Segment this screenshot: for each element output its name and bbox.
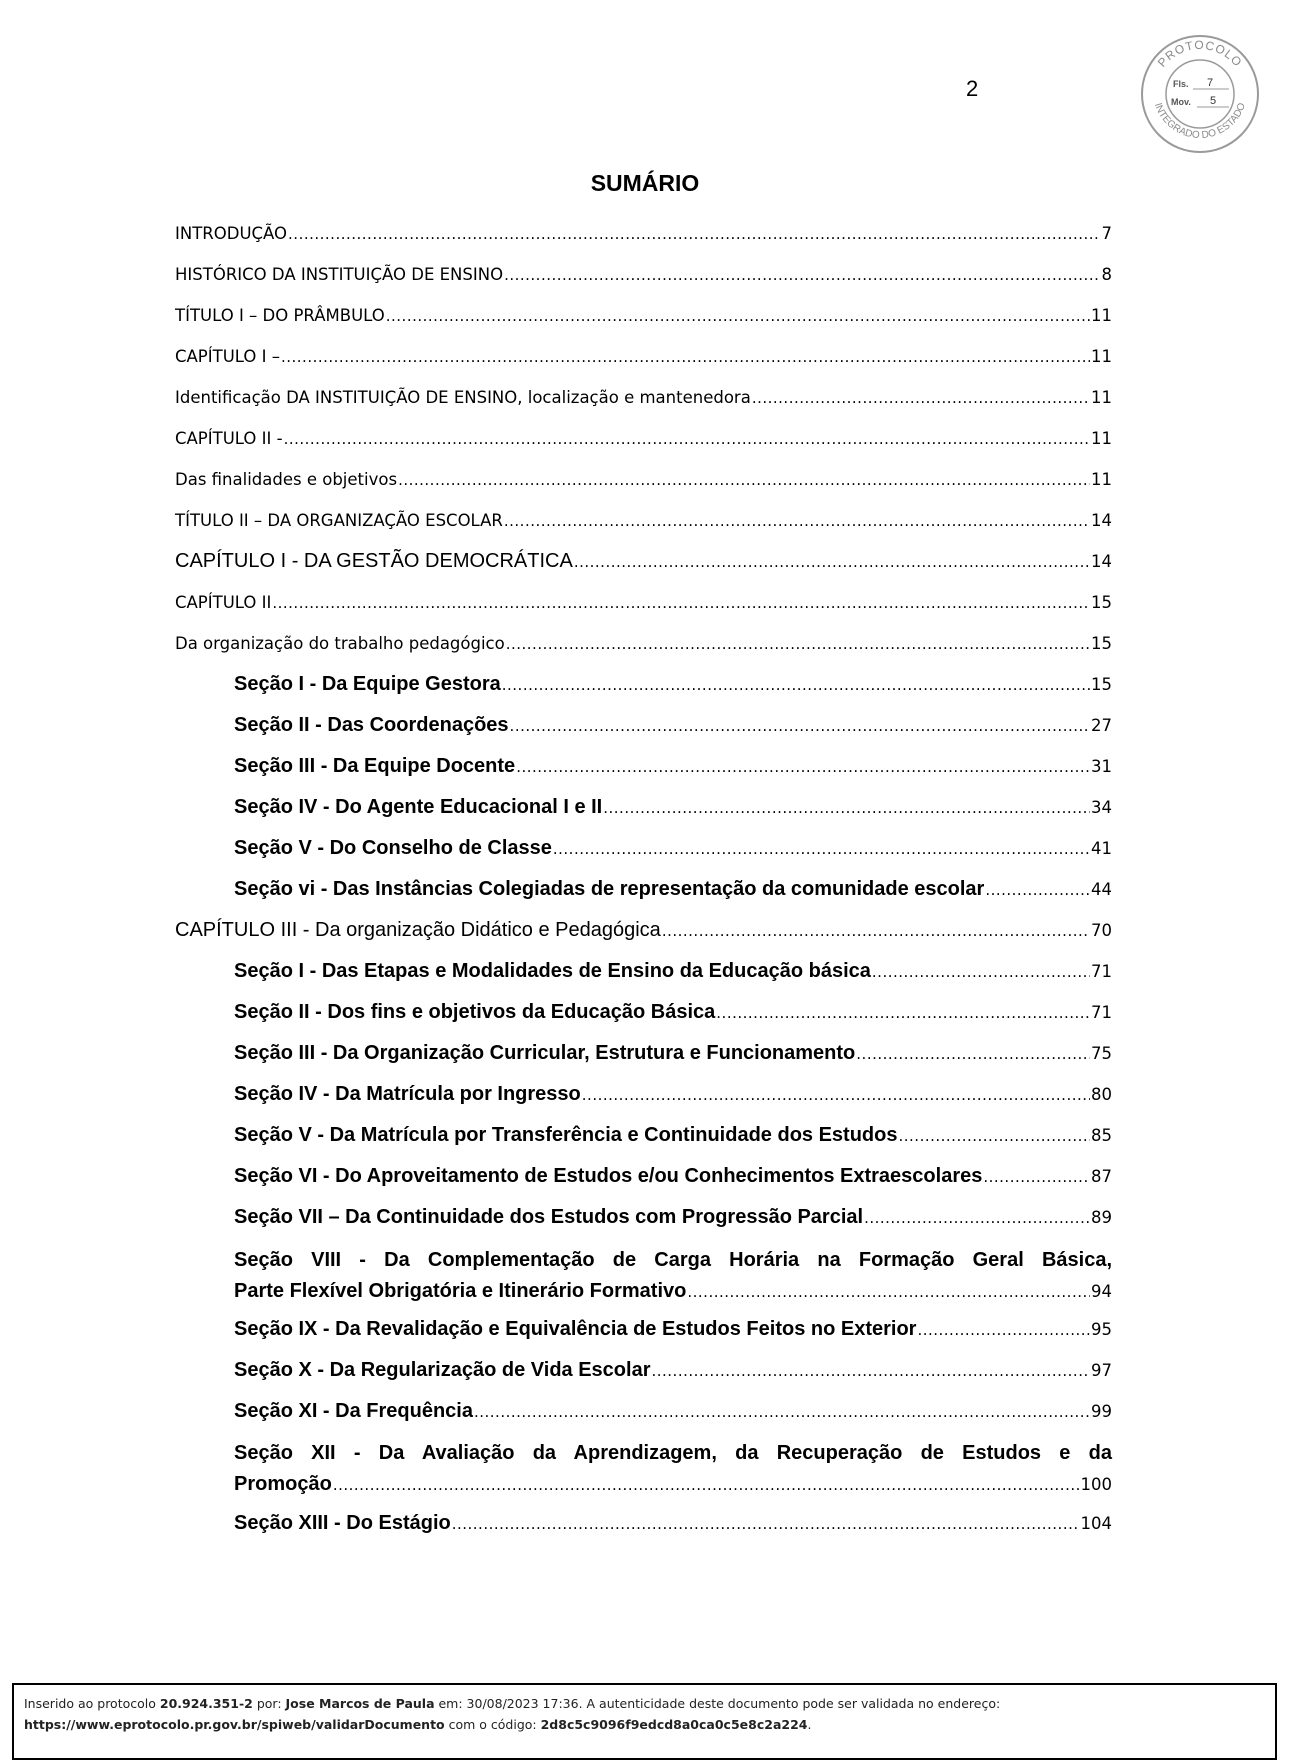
toc-entry-text: Seção XI - Da Frequência [234, 1400, 473, 1422]
toc-leader [752, 388, 1090, 408]
toc-entry-text: TÍTULO II – DA ORGANIZAÇÃO ESCOLAR [175, 511, 503, 530]
toc-entry-text: Seção V - Do Conselho de Classe [234, 837, 552, 859]
toc-section-entry-multiline[interactable] [234, 1245, 1112, 1307]
toc-entry[interactable] [175, 306, 1112, 326]
toc-leader [510, 714, 1090, 738]
toc-entry-text: CAPÍTULO I – [175, 347, 280, 366]
toc-leader [516, 755, 1090, 779]
toc-entry-text: HISTÓRICO DA INSTITUIÇÃO DE ENSINO [175, 265, 504, 284]
toc-section-entry[interactable] [234, 755, 1112, 779]
toc-entry-text-line1: Seção VIII - Da Complementação de Carga Horária na Formação Geral Básica, [234, 1249, 1112, 1271]
toc-section-entry[interactable] [234, 1206, 1112, 1230]
toc-leader [985, 878, 1090, 902]
toc-leader [398, 470, 1090, 490]
toc-leader [452, 1512, 1080, 1536]
toc-section-entry[interactable] [234, 1512, 1112, 1536]
toc-entry-page: 15 [1091, 675, 1112, 694]
toc-entry-text: Seção I - Das Etapas e Modalidades de Ensino da Educação básica [234, 960, 871, 982]
toc-section-entry[interactable] [234, 1001, 1112, 1025]
toc-leader [502, 673, 1090, 697]
toc-entry-page: 8 [1101, 265, 1112, 284]
footer-validation-code: 2d8c5c9096f9edcd8a0ca0c5e8c2a224 [540, 1717, 808, 1732]
toc-entry-text: CAPÍTULO II [175, 593, 272, 612]
stamp-mov-value: 5 [1210, 95, 1217, 107]
toc-entry-text: Seção II - Dos fins e objetivos da Educação Básica [234, 1001, 716, 1023]
toc-leader [662, 919, 1090, 943]
footer-text: em: 30/08/2023 17:36. A autenticidade deste documento pode ser validada no endereço: [434, 1696, 1001, 1711]
toc-entry-page: 41 [1091, 839, 1112, 858]
toc-entry[interactable] [175, 593, 1112, 613]
toc-entry-text: Seção III - Da Equipe Docente [234, 755, 516, 777]
toc-entry-text: Seção V - Da Matrícula por Transferência e Continuidade dos Estudos [234, 1124, 898, 1146]
toc-entry-page: 75 [1091, 1044, 1112, 1063]
toc-entry-page: 15 [1091, 593, 1112, 612]
footer-validation-url[interactable]: https://www.eprotocolo.pr.gov.br/spiweb/validarDocumento [24, 1717, 445, 1732]
toc-entry-text: Seção vi - Das Instâncias Colegiadas de representação da comunidade escolar [234, 878, 985, 900]
toc-entry-text: Da organização do trabalho pedagógico [175, 634, 505, 653]
toc-entry-page: 34 [1091, 798, 1112, 817]
toc-leader [288, 224, 1100, 244]
toc-section-entry[interactable] [234, 673, 1112, 697]
toc-entry-text: Seção X - Da Regularização de Vida Escolar [234, 1359, 651, 1381]
toc-section-entry[interactable] [234, 1359, 1112, 1383]
toc-leader [504, 511, 1090, 531]
toc-entry-text: Seção IX - Da Revalidação e Equivalência de Estudos Feitos no Exterior [234, 1318, 917, 1340]
toc-entry-page: 85 [1091, 1126, 1112, 1145]
toc-entry-page: 31 [1091, 757, 1112, 776]
toc-entry[interactable] [175, 265, 1112, 285]
stamp-mov-label: Mov. [1171, 97, 1191, 107]
toc-entry[interactable] [175, 429, 1112, 449]
toc-entry-page: 80 [1091, 1085, 1112, 1104]
toc-section-entry[interactable] [234, 960, 1112, 984]
toc-entry-text-line2: Promoção [234, 1473, 332, 1495]
toc-entry-text: Seção VI - Do Aproveitamento de Estudos e/ou Conhecimentos Extraescolares [234, 1165, 983, 1187]
toc-entry[interactable] [175, 634, 1112, 654]
toc-leader [272, 593, 1090, 613]
toc-leader [474, 1400, 1090, 1424]
toc-entry-page: 94 [1091, 1282, 1112, 1301]
toc-section-entry[interactable] [234, 837, 1112, 861]
toc-leader [553, 837, 1090, 861]
toc-entry[interactable] [175, 388, 1112, 408]
stamp-top-text: PROTOCOLO [1154, 37, 1246, 70]
stamp-fls-value: 7 [1207, 77, 1214, 89]
toc-entry-text: Seção XIII - Do Estágio [234, 1512, 451, 1534]
toc-leader [333, 1469, 1080, 1493]
toc-entry-page: 99 [1091, 1402, 1112, 1421]
footer-text: Inserido ao protocolo [24, 1696, 160, 1711]
toc-entry-page: 14 [1091, 552, 1112, 571]
document-title: SUMÁRIO [590, 170, 700, 196]
toc-entry-text: Seção II - Das Coordenações [234, 714, 509, 736]
toc-entry-page: 11 [1091, 470, 1112, 489]
toc-leader [917, 1318, 1090, 1342]
stamp-bottom-text: INTEGRADO DO ESTADO [1152, 101, 1249, 142]
toc-entry-text: Das finalidades e objetivos [175, 470, 398, 489]
toc-leader [899, 1124, 1091, 1148]
footer-text: por: [252, 1696, 286, 1711]
toc-entry-text-line2: Parte Flexível Obrigatória e Itinerário Formativo [234, 1280, 687, 1302]
toc-entry-text: CAPÍTULO I - DA GESTÃO DEMOCRÁTICA [175, 550, 573, 572]
toc-entry[interactable] [175, 511, 1112, 531]
toc-entry-page: 87 [1091, 1167, 1112, 1186]
toc-section-entry[interactable] [234, 1124, 1112, 1148]
toc-entry-page: 11 [1091, 388, 1112, 407]
toc-leader [687, 1276, 1090, 1300]
toc-entry-page: 27 [1091, 716, 1112, 735]
toc-entry-text-line1: Seção XII - Da Avaliação da Aprendizagem, da Recuperação de Estudos e da [234, 1442, 1112, 1464]
toc-leader [864, 1206, 1090, 1230]
toc-section-entry[interactable] [234, 1042, 1112, 1066]
toc-entry[interactable] [175, 347, 1112, 367]
toc-entry-page: 15 [1091, 634, 1112, 653]
toc-leader [983, 1165, 1090, 1189]
toc-entry-text: INTRODUÇÃO [175, 224, 288, 243]
toc-entry-page: 70 [1091, 921, 1112, 940]
toc-leader [386, 306, 1090, 326]
toc-section-entry[interactable] [234, 714, 1112, 738]
toc-entry-page: 7 [1101, 224, 1112, 243]
stamp-fls-label: Fls. [1173, 79, 1189, 89]
toc-entry-text: Seção I - Da Equipe Gestora [234, 673, 501, 695]
footer-author: Jose Marcos de Paula [285, 1696, 435, 1711]
toc-entry-text: TÍTULO I – DO PRÂMBULO [175, 306, 385, 325]
toc-leader [603, 796, 1090, 820]
toc-leader [716, 1001, 1090, 1025]
toc-leader [284, 429, 1090, 449]
toc-entry-page: 11 [1091, 306, 1112, 325]
toc-leader [856, 1042, 1090, 1066]
toc-section-entry[interactable] [234, 1318, 1112, 1342]
toc-section-entry[interactable] [234, 1083, 1112, 1107]
toc-section-entry[interactable] [234, 796, 1112, 820]
toc-entry-page: 44 [1091, 880, 1112, 899]
toc-entry-page: 71 [1091, 962, 1112, 981]
toc-entry-page: 100 [1080, 1475, 1112, 1494]
toc-entry-page: 104 [1080, 1514, 1112, 1533]
toc-entry[interactable] [175, 470, 1112, 490]
toc-entry-page: 11 [1091, 347, 1112, 366]
toc-entry-text: Seção IV - Da Matrícula por Ingresso [234, 1083, 581, 1105]
toc-entry[interactable] [175, 224, 1112, 244]
toc-section-entry[interactable] [234, 1165, 1112, 1189]
toc-entry-text: Seção VII – Da Continuidade dos Estudos com Progressão Parcial [234, 1206, 864, 1228]
toc-entry-page: 89 [1091, 1208, 1112, 1227]
page-number: 2 [966, 76, 979, 101]
toc-leader [504, 265, 1100, 285]
footer-protocol-number: 20.924.351-2 [159, 1696, 253, 1711]
toc-entry[interactable] [175, 550, 1112, 574]
toc-section-entry-multiline[interactable] [234, 1438, 1112, 1500]
toc-entry-text: Seção III - Da Organização Curricular, Estrutura e Funcionamento [234, 1042, 856, 1064]
toc-entry-page: 95 [1091, 1320, 1112, 1339]
toc-entry-page: 97 [1091, 1361, 1112, 1380]
toc-entry-text: Identificação DA INSTITUIÇÃO DE ENSINO, localização e mantenedora [175, 388, 751, 407]
footer-text: . [807, 1717, 812, 1732]
toc-entry-page: 71 [1091, 1003, 1112, 1022]
toc-entry-text: CAPÍTULO II - [175, 429, 283, 448]
footer-text: com o código: [444, 1717, 541, 1732]
toc-section-entry[interactable] [234, 1400, 1112, 1424]
protocol-footer [12, 1683, 1277, 1760]
toc-section-entry[interactable] [234, 878, 1112, 902]
toc-leader [872, 960, 1090, 984]
toc-leader [582, 1083, 1090, 1107]
toc-leader [651, 1359, 1090, 1383]
toc-entry-page: 14 [1091, 511, 1112, 530]
toc-leader [281, 347, 1090, 367]
toc-entry-text: CAPÍTULO III - Da organização Didático e Pedagógica [175, 919, 661, 941]
toc-leader [506, 634, 1090, 654]
toc-entry[interactable] [175, 919, 1112, 943]
toc-leader [574, 550, 1090, 574]
toc-entry-page: 11 [1091, 429, 1112, 448]
toc-entry-text: Seção IV - Do Agente Educacional I e II [234, 796, 603, 818]
